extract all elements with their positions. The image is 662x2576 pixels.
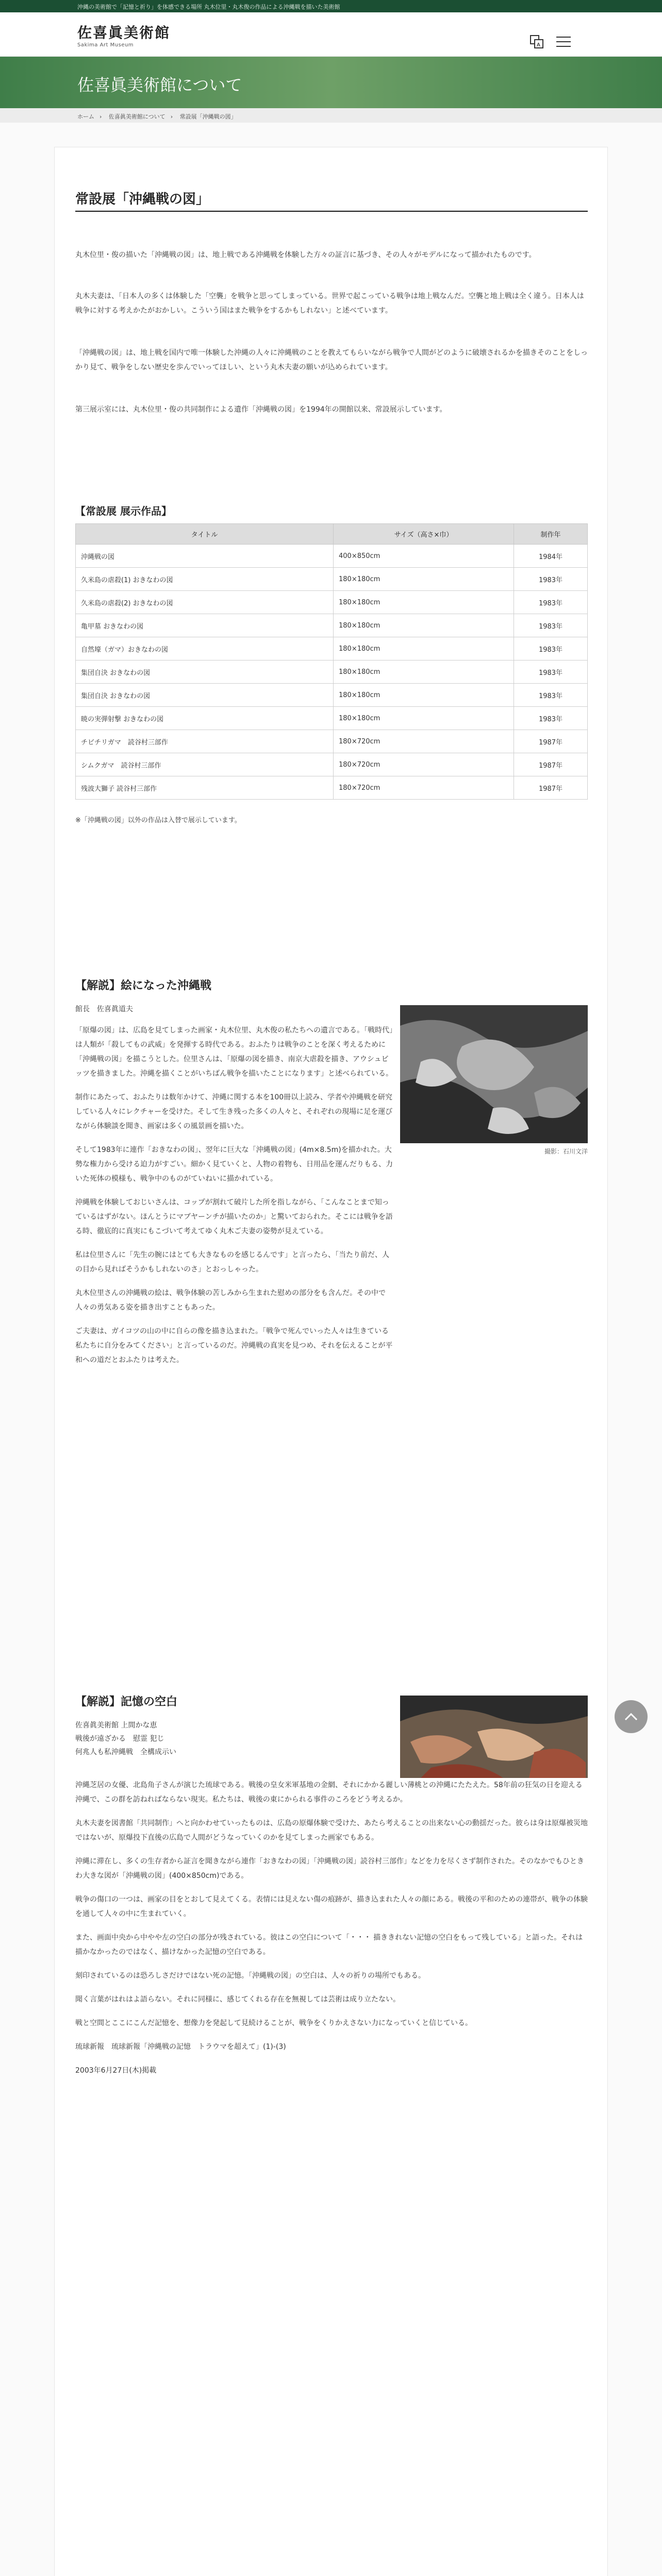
cell-size: 180×180cm <box>334 568 514 591</box>
byline-line: 戦後が遠ざかる 慰霊 犯じ <box>75 1735 164 1743</box>
page-hero <box>0 57 662 108</box>
cell-year: 1983年 <box>514 707 588 730</box>
cell-title: 集団自決 おきなわの図 <box>76 684 334 707</box>
topbar <box>0 0 662 12</box>
cell-size: 180×720cm <box>334 730 514 753</box>
cell-size: 400×850cm <box>334 545 514 568</box>
table-row <box>76 776 588 800</box>
cell-size: 180×180cm <box>334 591 514 614</box>
breadcrumb-about[interactable]: 佐喜眞美術館について <box>108 113 166 120</box>
table-row <box>76 591 588 614</box>
table-row <box>76 568 588 591</box>
breadcrumb: ホーム › 佐喜眞美術館について › 常設展「沖縄戦の図」 <box>0 108 662 123</box>
essay2-body <box>75 1778 588 2087</box>
essay-paragraph: 2003年6月27日(木)掲載 <box>75 2066 157 2075</box>
cell-title: 亀甲墓 おきなわの図 <box>76 614 334 637</box>
essay1-body <box>75 1023 395 1377</box>
breadcrumb-home[interactable]: ホーム <box>77 113 94 120</box>
intro-paragraph: 丸木夫妻は、「日本人の多くは体験した「空襲」を戦争と思ってしまっている。世界で起こっている戦争は地上戦なんだ。空襲と地上戦は全く違う。日本人は戦争に対する考えかたがおかしい。こういう国はまた戦争をするかもしれない」と述べています。 <box>75 292 584 315</box>
table-row <box>76 614 588 637</box>
intro-paragraph: 丸木位里・俊の描いた「沖縄戦の図」は、地上戦である沖縄戦を体験した方々の証言に基づき、その人々がモデルになって描かれたものです。 <box>75 251 536 259</box>
col-year: 制作年 <box>514 524 588 545</box>
essay-paragraph: また、画面中央から中やや左の空白の部分が残されている。彼はこの空白について「・・・ 描ききれない記憶の空白をもって残している」と語った。それは描かなかったのではなく、描けなかった記憶の空白である。 <box>75 1934 583 1956</box>
cell-size: 180×180cm <box>334 684 514 707</box>
cell-size: 180×720cm <box>334 753 514 776</box>
table-row <box>76 684 588 707</box>
language-icon[interactable] <box>528 33 545 50</box>
intro-paragraph: 第三展示室には、丸木位里・俊の共同制作による遺作「沖縄戦の図」を1994年の開館以来、常設展示しています。 <box>75 405 447 414</box>
essay-paragraph: ご夫妻は、ガイコツの山の中に自らの像を描き込まれた。「戦争で死んでいった人々は生きている私たちに自分をみてください」と言っているのだ。沖縄戦の真実を見つめ、それを伝えることが平和への道だとおふたりは考えた。 <box>75 1327 393 1364</box>
essay2-title: 【解説】記憶の空白 <box>75 1696 178 1708</box>
essay-paragraph: 聞く言葉がはれはよ語らない。それに同様に、感じてくれる存在を無視しては芸術は成り立たない。 <box>75 1995 400 2004</box>
cell-size: 180×720cm <box>334 776 514 800</box>
cell-year: 1983年 <box>514 568 588 591</box>
svg-text:A: A <box>537 42 540 48</box>
essay-paragraph: 沖縄に滞在し、多くの生存者から証言を聞きながら連作「おきなわの図」「沖縄戦の図」読谷村三部作」などを力を尽くさず制作された。そのなかでもひときわ大きな図が「沖縄戦の図」(400×850cm)である。 <box>75 1857 584 1880</box>
essay-paragraph: 刻印されているのは恐ろしさだけではない死の記憶。「沖縄戦の図」の空白は、人々の祈りの場所でもある。 <box>75 1972 425 1980</box>
cell-title: 残波大獅子 読谷村三部作 <box>76 776 334 800</box>
cell-title: チビチリガマ 読谷村三部作 <box>76 730 334 753</box>
main-content <box>54 147 608 2576</box>
cell-title: 久米島の虐殺(2) おきなわの図 <box>76 591 334 614</box>
table-header-row <box>76 524 588 545</box>
cell-title: 久米島の虐殺(1) おきなわの図 <box>76 568 334 591</box>
page-title: 佐喜眞美術館について <box>77 75 242 95</box>
essay-paragraph: 制作にあたって、おふたりは数年かけて、沖縄に関する本を100冊以上読み、学者や沖縄戦を研究している人々にレクチャーを受けた。そして生き残った多くの人々と、それぞれの現場に足を運びながら体験談を聞き、画家は多くの風景画を描いた。 <box>75 1093 393 1130</box>
essay-paragraph: 沖縄戦を体験しておじいさんは、コップが割れて破片した所を指しながら、「こんなことまで知っているはずがない。ほんとうにマブヤーンチが描いたのか」と驚いておられた。そこには戦争を語る時、徹底的に真実にもこづいて考えてゆく丸木ご夫妻の姿勢が見えている。 <box>75 1198 393 1235</box>
cell-size: 180×180cm <box>334 660 514 684</box>
cell-title: 沖縄戦の図 <box>76 545 334 568</box>
byline-line: 佐喜眞美術館 上間かな恵 <box>75 1721 157 1730</box>
breadcrumb-current: 常設展「沖縄戦の図」 <box>179 113 237 120</box>
table-row <box>76 753 588 776</box>
cell-year: 1983年 <box>514 637 588 660</box>
essay1-title: 【解説】絵になった沖縄戦 <box>75 979 212 992</box>
logo-jp: 佐喜眞美術館 <box>77 24 171 41</box>
chevron-up-icon <box>624 1713 638 1721</box>
cell-year: 1987年 <box>514 753 588 776</box>
table-row <box>76 637 588 660</box>
intro-paragraph: 「沖縄戦の図」は、地上戦を国内で唯一体験した沖縄の人々に沖縄戦のことを教えてもらいながら戦争で人間がどのように破壊されるかを描きそのことをしっかり見て、戦争をしない歴史を歩んでいってほしい、という丸木夫妻の願いが込められています。 <box>75 349 588 371</box>
essay-paragraph: 私は位里さんに「先生の腕にはとても大きなものを感じるんです」と言ったら、「当たり前だ、人の目から見ればそうかもしれないのさ」とおっしゃった。 <box>75 1251 389 1274</box>
essay2-byline <box>75 1719 176 1759</box>
col-title: タイトル <box>76 524 334 545</box>
essay-paragraph: 琉球新報 琉球新報「沖縄戦の記憶 トラウマを超えて」(1)-(3) <box>75 2043 286 2051</box>
battle-photo <box>400 1005 588 1143</box>
essay-paragraph: 「原爆の図」は、広島を見てしまった画家・丸木位里、丸木俊の私たちへの遺言である。「戦時代」は人類が「殺してもの武威」を発揮する時代である。おふたりは戦争のことを深く考えるために「沖縄戦の図」を描こうとした。位里さんは、「原爆の図を描き、南京大虐殺を描き、アウシュビッツを描きました。沖縄を描くことがいちばん戦争を描いたことになります」と述べられている。 <box>75 1026 393 1078</box>
essay1-author: 館長 佐喜眞道夫 <box>75 1005 133 1013</box>
scroll-to-top-button[interactable] <box>615 1700 648 1733</box>
cell-size: 180×180cm <box>334 707 514 730</box>
cell-title: 集団自決 おきなわの図 <box>76 660 334 684</box>
works-table <box>75 523 588 800</box>
essay-paragraph: 沖縄芝居の女優、北島角子さんが演じた琉球である。戦後の皇女米軍基地の金網、それにかかる麗しい薄桃との沖縄にたたえた。58年前の狂気の日を迎える沖縄で、この群を訪ねればならない現実。私たちは、戦後の東にかられる事件のころをどう考えるか。 <box>75 1781 583 1804</box>
cell-year: 1983年 <box>514 684 588 707</box>
cell-year: 1983年 <box>514 660 588 684</box>
works-note: ※「沖縄戦の図」以外の作品は入替で展示しています。 <box>75 817 241 824</box>
section-title: 常設展「沖縄戦の図」 <box>75 189 588 212</box>
cell-year: 1987年 <box>514 776 588 800</box>
cell-year: 1983年 <box>514 614 588 637</box>
cell-size: 180×180cm <box>334 637 514 660</box>
col-size: サイズ（高さ×巾） <box>334 524 514 545</box>
table-row <box>76 730 588 753</box>
cell-size: 180×180cm <box>334 614 514 637</box>
essay-paragraph: 戦と空間とここにこんだ記憶を、想像力を発起して見続けることが、戦争をくりかえさない力になっていくと信じている。 <box>75 2019 472 2027</box>
cell-title: 自然壕（ガマ）おきなわの図 <box>76 637 334 660</box>
site-logo[interactable] <box>77 22 170 48</box>
topbar-text: 沖縄の美術館で「記憶と祈り」を体感できる場所 丸木位里・丸木俊の作品による沖縄戦を描いた美術館 <box>77 4 340 10</box>
cell-title: 暁の実弾射撃 おきなわの図 <box>76 707 334 730</box>
cell-year: 1984年 <box>514 545 588 568</box>
cell-year: 1983年 <box>514 591 588 614</box>
essay-paragraph: 丸木位里さんの沖縄戦の絵は、戦争体験の苦しみから生まれた慰めの部分をも含んだ。その中で人々の勇気ある姿を描き出すこともあった。 <box>75 1289 386 1312</box>
essay-paragraph: 戦争の傷口の一つは、画家の目をとおして見えてくる。表情には見えない傷の痕跡が、描き込まれた人々の顔にある。戦後の平和のための連帯が、戦争の体験を通して人々の中に生まれていく。 <box>75 1895 588 1918</box>
table-row <box>76 545 588 568</box>
table-row <box>76 660 588 684</box>
essay-paragraph: そして1983年に連作「おきなわの図」、翌年に巨大な「沖縄戦の図」(4m×8.5m)を描かれた。大勢な権力から受ける迫力がすごい。細かく見ていくと、人物の着物も、日用品を運んだりもる、力いた死体の模様も、戦争中のものがていねいに描かれている。 <box>75 1146 393 1183</box>
logo-en: Sakima Art Museum <box>77 42 134 48</box>
cell-title: シムクガマ 読谷村三部作 <box>76 753 334 776</box>
photo1-caption: 撮影：石川文洋 <box>544 1148 588 1155</box>
essay-paragraph: 丸木夫妻を図書館「共同制作」へと向かわせていったものは、広島の原爆体験で受けた、あたら考えることの出来ない心の動揺だった。彼らは身は原爆被災地ではないが、原爆投下直後の広島で人間がどうなっていくのかを見てしまった画家でもある。 <box>75 1819 588 1842</box>
painting-photo <box>400 1696 588 1778</box>
byline-line: 何兆人も私沖縄戦 全構成示い <box>75 1748 176 1756</box>
site-header <box>0 12 662 57</box>
cell-year: 1987年 <box>514 730 588 753</box>
table-row <box>76 707 588 730</box>
works-title: 【常設展 展示作品】 <box>75 505 172 517</box>
hamburger-menu-icon[interactable] <box>555 33 572 50</box>
